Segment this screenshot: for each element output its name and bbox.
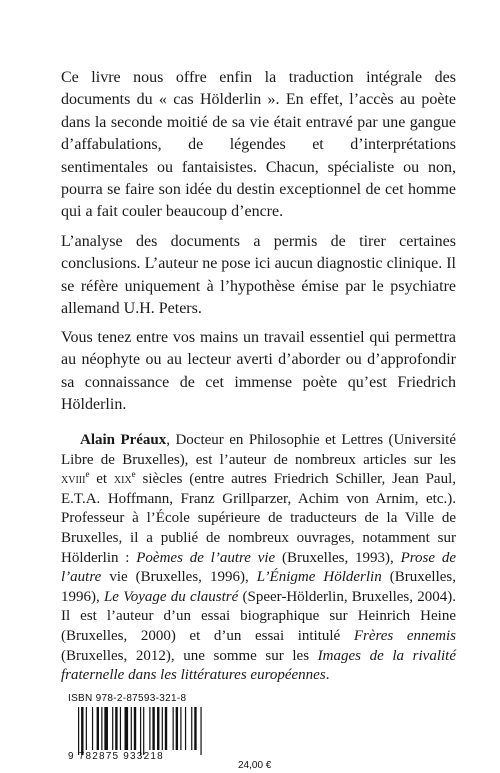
price-label: 24,00 € xyxy=(238,760,272,771)
paragraph-text: Vous tenez entre vos mains un travail essentiel qui permettra au néophyte ou au lecteur averti d’aborder ou d’approfondir sa connaissance de cet immense poète qu’est Friedrich Hölderlin. xyxy=(61,329,456,414)
book-title: Poèmes de l’autre vie xyxy=(136,549,276,566)
bio-text: . xyxy=(325,667,330,684)
book-title: Images de la rivalité fraternelle dans les littératures européennes xyxy=(61,647,456,684)
century-19: xix xyxy=(113,472,132,488)
book-title: Frères ennemis xyxy=(353,627,456,644)
book-title: Prose de l’autre xyxy=(61,549,456,586)
barcode-icon xyxy=(76,707,246,755)
blurb-paragraph-1 xyxy=(61,67,456,224)
book-title: L’Énigme Hölderlin xyxy=(256,569,382,586)
book-title: Le Voyage du claustré xyxy=(103,588,239,605)
bio-text: (Bruxelles, 1993), xyxy=(275,549,401,566)
bio-text: (Bruxelles, 1996), xyxy=(61,569,457,605)
century-18: xviii xyxy=(61,472,86,488)
bio-text: (Speer-Hölderlin, Bruxelles, 2004). Il est l’auteur d’un essai biographique sur Heinrich Heine (Bruxelles, 2000) et d’un essai intitulé xyxy=(61,588,456,644)
superscript: e xyxy=(131,469,136,480)
bio-text: , Docteur en Philosophie et Lettres (Université Libre de Bruxelles), est l’auteur de nombreux articles sur les xyxy=(61,432,456,468)
bio-text: siècles (entre autres Friedrich Schiller, Jean Paul, E.T.A. Hoffmann, Franz Grillparzer, Achim von Arnim, etc.). Professeur à l’École supérieure de traducteurs de la Ville de Bruxelles, il a publié de nombreux ouvrages, notamment sur Hölderlin : xyxy=(61,471,456,566)
blurb-paragraph-3 xyxy=(61,327,456,417)
bio-text: vie (Bruxelles, 1996), xyxy=(101,569,257,586)
superscript: e xyxy=(85,469,90,480)
bio-text: et xyxy=(89,471,114,488)
barcode-digits: 9 782875 933218 xyxy=(68,751,164,762)
isbn-text: ISBN 978-2-87593-321-8 xyxy=(68,693,187,704)
bio-text: (Bruxelles, 2012), une somme sur les xyxy=(61,647,318,664)
author-name: Alain Préaux xyxy=(80,432,167,448)
paragraph-text: L’analyse des documents a permis de tirer certaines conclusions. L’auteur ne pose ici aucun diagnostic clinique. Il se réfère uniquement à l’hypothèse émise par le psychiatre allemand U.H. Peters. xyxy=(61,233,456,318)
paragraph-text: Ce livre nous offre enfin la traduction intégrale des documents du « cas Hölderlin ». En effet, l’accès au poète dans la seconde moitié de sa vie était entravé par une gangue d’affabulations, de légendes et d’interprétations sentimentales ou fantaisistes. Chacun, spécialiste ou non, pourra se faire son idée du destin exceptionnel de cet homme qui a fait couler beaucoup d’encre. xyxy=(61,69,456,221)
blurb-paragraph-2 xyxy=(61,231,456,321)
barcode-block xyxy=(68,693,308,765)
author-bio xyxy=(61,431,456,686)
